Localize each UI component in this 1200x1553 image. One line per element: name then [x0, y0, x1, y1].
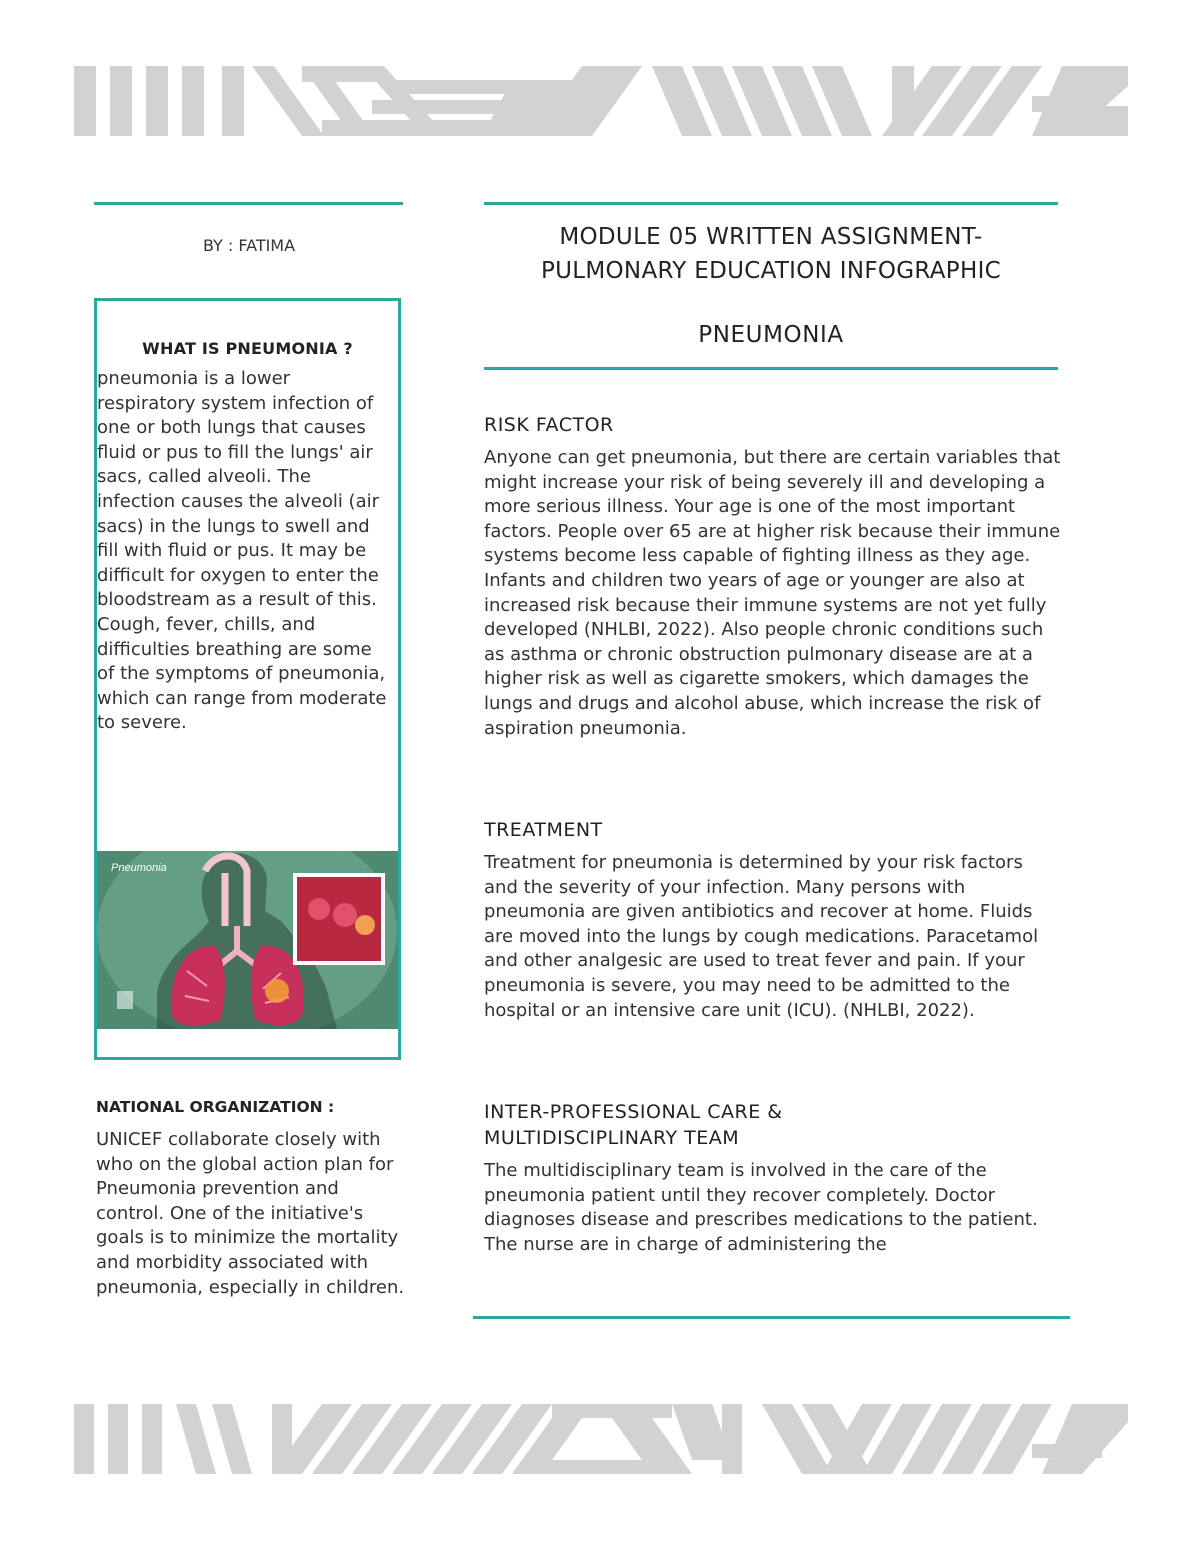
treatment-section [484, 817, 1062, 1023]
risk-factor-text: Anyone can get pneumonia, but there are certain variables that might increase your risk of being severely ill and developing a more serious illness. Your age is one of the most important factors. People over 65 are at higher risk because their immune systems become less capable of fighting illness as they age. Infants and children two years of age or younger are also at increased risk because their immune systems are not yet fully developed (NHLBI, 2022). Also people chronic conditions such as asthma or chronic obstruction pulmonary disease are at a higher risk as well as cigarette smokers, which damages the lungs and drugs and alcohol abuse, which increase the risk of aspiration pneumonia. [484, 447, 1061, 739]
document-title [484, 220, 1058, 288]
care-heading-line-1: INTER-PROFESSIONAL CARE & [484, 1101, 783, 1123]
risk-factor-heading: RISK FACTOR [484, 414, 614, 436]
national-organization-text: UNICEF collaborate closely with who on the global action plan for Pneumonia prevention and control. One of the initiative's goals is to minimize the mortality and morbidity associated with pneumonia, especially in children. [96, 1129, 405, 1298]
inter-professional-care-text: The multidisciplinary team is involved in the care of the pneumonia patient until they recover completely. Doctor diagnoses disease and prescribes medications to the patient. The nurse are in charge of administering the [484, 1160, 1038, 1255]
document-subtitle: PNEUMONIA [698, 322, 844, 348]
author-byline: BY : FATIMA [202, 236, 296, 255]
national-organization-section [96, 1098, 408, 1300]
right-top-rule [484, 202, 1058, 205]
lungs-illustration [97, 851, 398, 1029]
risk-factor-section [484, 412, 1062, 741]
title-line-2: PULMONARY EDUCATION INFOGRAPHIC [540, 258, 1002, 284]
what-is-pneumonia-heading: WHAT IS PNEUMONIA ? [142, 339, 353, 358]
care-heading-line-2: MULTIDISCIPLINARY TEAM [484, 1127, 740, 1149]
left-top-rule [94, 202, 403, 205]
illustration-label: Pneumonia [111, 862, 167, 874]
treatment-heading: TREATMENT [484, 819, 603, 841]
title-line-1: MODULE 05 WRITTEN ASSIGNMENT- [559, 224, 983, 250]
title-bottom-rule [484, 367, 1058, 370]
inter-professional-care-heading [484, 1099, 1062, 1151]
decorative-band-bottom [72, 1404, 1128, 1474]
what-is-pneumonia-text: pneumonia is a lower respiratory system infection of one or both lungs that causes fluid or pus to fill the lungs' air sacs, called alveoli. The infection causes the alveoli (air sacs) in the lungs to swell and fill with fluid or pus. It may be difficult for oxygen to enter the bloodstream as a result of this. Cough, fever, chills, and difficulties breathing are some of the symptoms of pneumonia, which can range from moderate to severe. [97, 368, 387, 734]
inter-professional-care-section [484, 1099, 1062, 1257]
decorative-band-top [72, 66, 1128, 136]
what-is-pneumonia-box [94, 298, 401, 1060]
treatment-text: Treatment for pneumonia is determined by your risk factors and the severity of your infection. Many persons with pneumonia are given antibiotics and recover at home. Fluids are moved into the lungs by cough medications. Paracetamol and other analgesic are used to treat fever and pain. If your pneumonia is severe, you may need to be admitted to the hospital or an intensive care unit (ICU). (NHLBI, 2022). [484, 852, 1039, 1021]
national-organization-heading: NATIONAL ORGANIZATION : [96, 1098, 335, 1116]
right-bottom-rule [473, 1316, 1070, 1319]
